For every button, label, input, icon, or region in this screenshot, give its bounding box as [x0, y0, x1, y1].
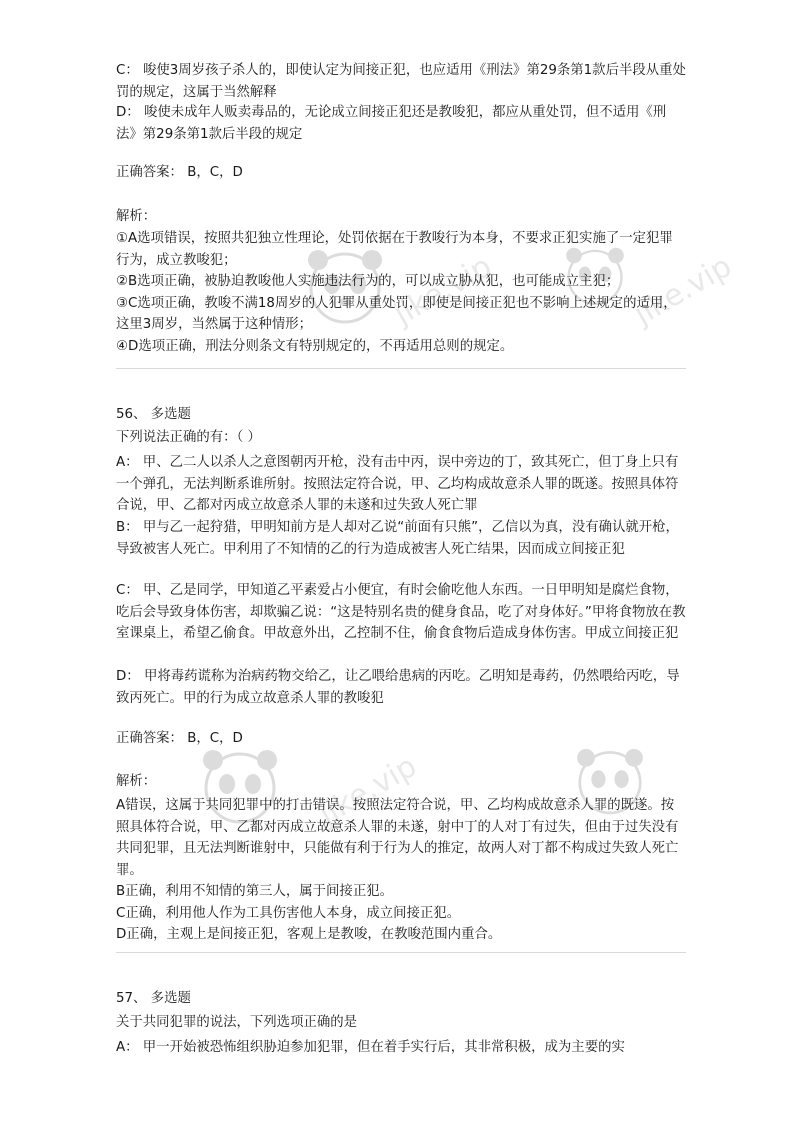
analysis-item: ④D选项正确，刑法分则条文有特别规定的，不再适用总则的规定。 [116, 338, 514, 354]
watermark-site: jike.vip [388, 248, 498, 333]
q55-option-c: C： 唆使3周岁孩子杀人的，即使认定为间接正犯，也应适用《刑法》第29条第1款后半段从重处罚的规定，这属于当然解释 [116, 63, 686, 100]
q56-number: 56、 多选题 [116, 407, 191, 422]
q56-stem: 下列说法正确的有：（ ） [116, 430, 261, 445]
q55-answer: 正确答案： B，C，D [116, 165, 243, 180]
analysis-item: C正确，利用他人作为工具伤害他人本身，成立间接正犯。 [116, 905, 461, 921]
q56-option-a: A： 甲、乙二人以杀人之意图朝丙开枪，没有击中丙，误中旁边的丁，致其死亡，但丁身上只有一个弹孔，无法判断系谁所射。按照法定符合说，甲、乙均构成故意杀人罪的既遂。按照具体符合说，甲、乙都对丙成立故意杀人罪的未遂和过失致人死亡罪 [116, 455, 679, 513]
q56-answer: 正确答案： B，C，D [116, 731, 243, 746]
divider [116, 368, 686, 369]
q55-analysis [116, 228, 686, 357]
q56-option-c: C： 甲、乙是同学，甲知道乙平素爱占小便宜，有时会偷吃他人东西。一日甲明知是腐烂食物，吃后会导致身体伤害，却欺骗乙说：“这是特别名贵的健身食品，吃了对身体好。”甲将食物放在教室课桌上，希望乙偷食。甲故意外出，乙控制不住，偷食食物后造成身体伤害。甲成立间接正犯 [116, 583, 686, 641]
analysis-item: ③C选项正确，教唆不满18周岁的人犯罪从重处罚，即使是间接正犯也不影响上述规定的适用，这里3周岁，当然属于这种情形； [116, 295, 677, 332]
watermark-site: jike.vip [628, 248, 738, 333]
q56-analysis [116, 795, 686, 946]
analysis-item: D正确，主观上是间接正犯，客观上是教唆，在教唆范围内重合。 [116, 927, 502, 942]
analysis-item: ②B选项正确，被胁迫教唆他人实施违法行为的，可以成立胁从犯，也可能成立主犯； [116, 274, 620, 289]
q55-analysis-label: 解析： [116, 209, 157, 224]
q57-stem: 关于共同犯罪的说法，下列选项正确的是 [116, 1015, 358, 1030]
watermark-site: jike.vip [313, 748, 423, 833]
divider [116, 952, 686, 953]
q56-option-b: B： 甲与乙一起狩猎，甲明知前方是人却对乙说“前面有只熊”，乙信以为真，没有确认就开枪，导致被害人死亡。甲利用了不知情的乙的行为造成被害人死亡结果，因而成立间接正犯 [116, 520, 679, 557]
q56-option-d: D： 甲将毒药谎称为治病药物交给乙，让乙喂给患病的丙吃。乙明知是毒药，仍然喂给丙吃，导致丙死亡。甲的行为成立故意杀人罪的教唆犯 [116, 669, 680, 706]
analysis-item: ①A选项错误，按照共犯独立性理论，处罚依据在于教唆行为本身，不要求正犯实施了一定犯罪行为，成立教唆犯； [116, 231, 673, 268]
analysis-item: A错误，这属于共同犯罪中的打击错误。按照法定符合说，甲、乙均构成故意杀人罪的既遂。按照具体符合说，甲、乙都对丙成立故意杀人罪的未遂，射中丁的人对丁有过失，但由于过失没有共同犯罪，且无法判断谁射中，只能做有利于行为人的推定，故两人对丁都不构成过失致人死亡罪。 [116, 798, 679, 878]
analysis-item: B正确，利用不知情的第三人，属于间接正犯。 [116, 884, 393, 899]
q55-option-d: D： 唆使未成年人贩卖毒品的，无论成立间接正犯还是教唆犯，都应从重处罚，但不适用《刑法》第29条第1款后半段的规定 [116, 105, 667, 142]
q57-option-a: A： 甲一开始被恐怖组织胁迫参加犯罪，但在着手实行后，其非常积极，成为主要的实 [116, 1040, 625, 1055]
q57-number: 57、 多选题 [116, 991, 191, 1006]
q56-analysis-label: 解析： [116, 774, 157, 789]
